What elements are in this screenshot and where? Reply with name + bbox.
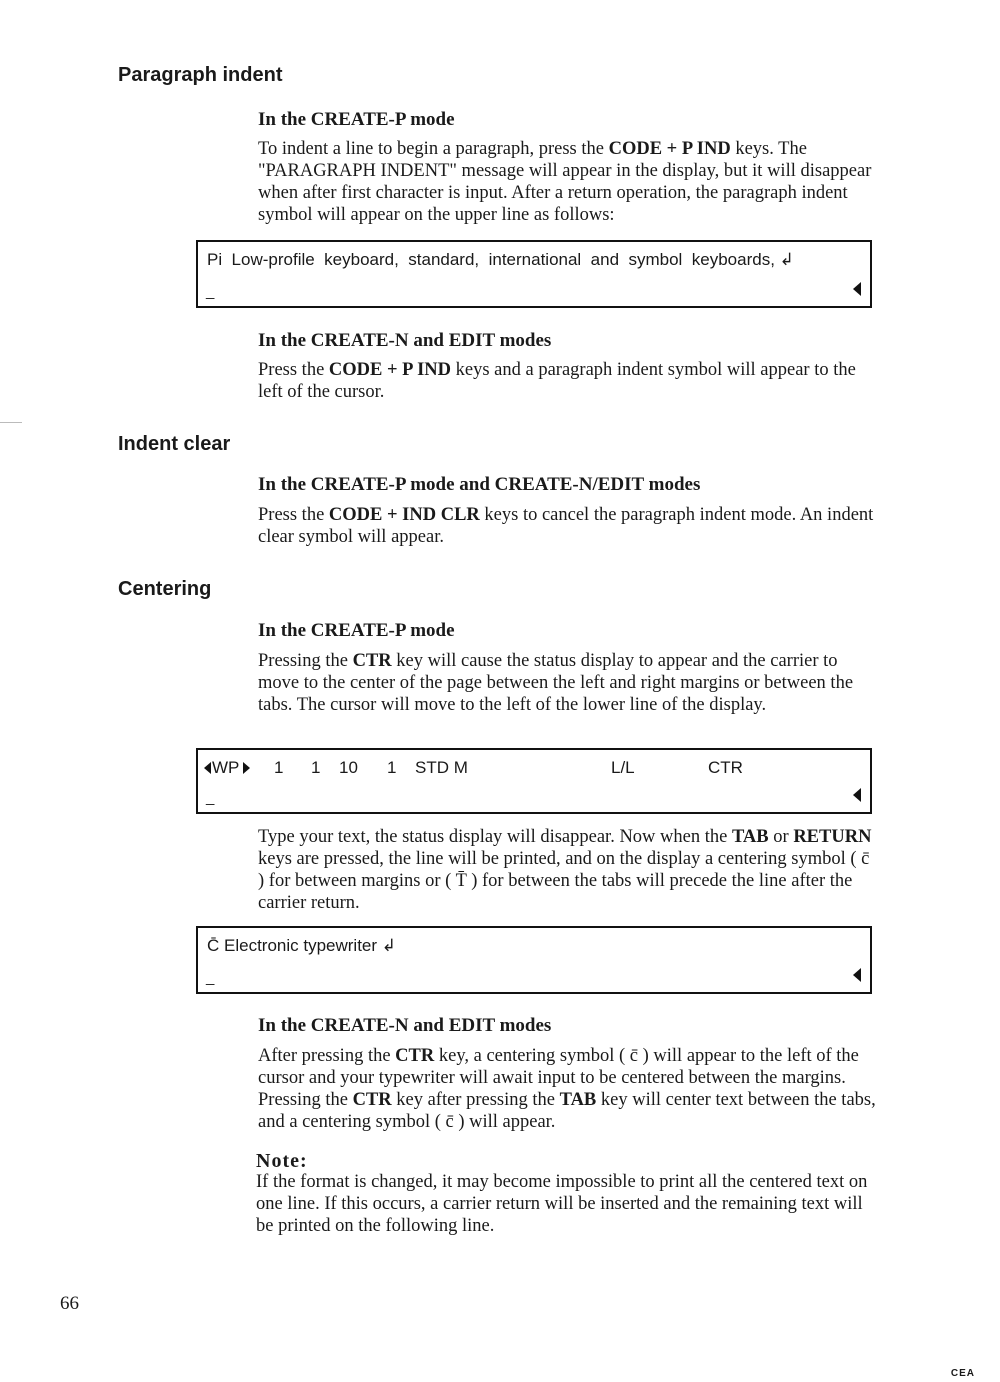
paragraph-indent-create-p-text: To indent a line to begin a paragraph, press the CODE + P IND keys. The "PARAGRAPH INDENT" message will appear in the display, but it will disappear when after first character is input. After a return operation, the paragraph indent symbol will appear on the upper line as follows: [258, 139, 872, 225]
cursor: _ [206, 283, 215, 300]
left-triangle-icon [853, 968, 861, 982]
status-field-5: STD M [415, 758, 468, 777]
status-field-4: 1 [387, 758, 397, 777]
heading-indent-clear: Indent clear [118, 433, 231, 455]
centering-create-n-text: After pressing the CTR key, a centering symbol ( c̄ ) will appear to the left of the cursor and your typewriter will await input to be centered between the margins. Pressing the CTR key after pressing the TAB key will center text between the tabs, and a centering symbol ( c̄ ) will appear. [258, 1046, 876, 1132]
status-display [196, 748, 872, 814]
status-field-2: 1 [311, 758, 321, 777]
centering-create-p-text: Pressing the CTR key will cause the status display to appear and the carrier to move to the center of the page between the left and right margins or between the tabs. The cursor will move to the left of the lower line of the display. [258, 651, 854, 715]
note-text: If the format is changed, it may become impossible to print all the centered text on one line. If this occurs, a carrier return will be inserted and the remaining text will be printed on the following line. [256, 1172, 868, 1236]
centering-type-text: Type your text, the status display will disappear. Now when the TAB or RETURN keys are pressed, the line will be printed, and on the display a centering symbol ( c̄ ) for between margins or ( T̄ ) for between the tabs will precede the line after the carrier return. [258, 827, 872, 913]
display-paragraph-indent [196, 240, 872, 308]
cursor: _ [206, 789, 215, 806]
status-field-1: 1 [274, 758, 284, 777]
subheading-create-p: In the CREATE-P mode [258, 109, 455, 130]
status-field-3: 10 [339, 758, 358, 777]
paragraph-indent-create-n-text: Press the CODE + P IND keys and a paragraph indent symbol will appear to the left of the cursor. [258, 360, 856, 402]
status-mode: WP [204, 758, 250, 778]
right-triangle-icon [243, 762, 250, 774]
left-triangle-icon [853, 788, 861, 802]
heading-paragraph-indent: Paragraph indent [118, 64, 283, 86]
margin-mark [0, 422, 22, 423]
note-label: Note: [256, 1150, 308, 1172]
indent-clear-text: Press the CODE + IND CLR keys to cancel the paragraph indent mode. An indent clear symbol will appear. [258, 505, 874, 547]
subheading-indent-clear: In the CREATE-P mode and CREATE-N/EDIT modes [258, 474, 701, 495]
display-line: Pi Low-profile keyboard, standard, international and symbol keyboards, ↲ [207, 250, 794, 269]
page-number: 66 [60, 1293, 79, 1314]
status-field-6: L/L [611, 758, 635, 777]
status-field-7: CTR [708, 758, 743, 777]
left-triangle-icon [204, 762, 211, 774]
subheading-create-n: In the CREATE-N and EDIT modes [258, 330, 552, 351]
subheading-centering-create-n: In the CREATE-N and EDIT modes [258, 1015, 552, 1036]
display-centering [196, 926, 872, 994]
subheading-centering-create-p: In the CREATE-P mode [258, 620, 455, 641]
corner-mark: CEA [950, 1368, 975, 1379]
display-line: C̄ Electronic typewriter ↲ [207, 936, 397, 955]
left-triangle-icon [853, 282, 861, 296]
heading-centering: Centering [118, 578, 212, 600]
cursor: _ [206, 969, 215, 986]
